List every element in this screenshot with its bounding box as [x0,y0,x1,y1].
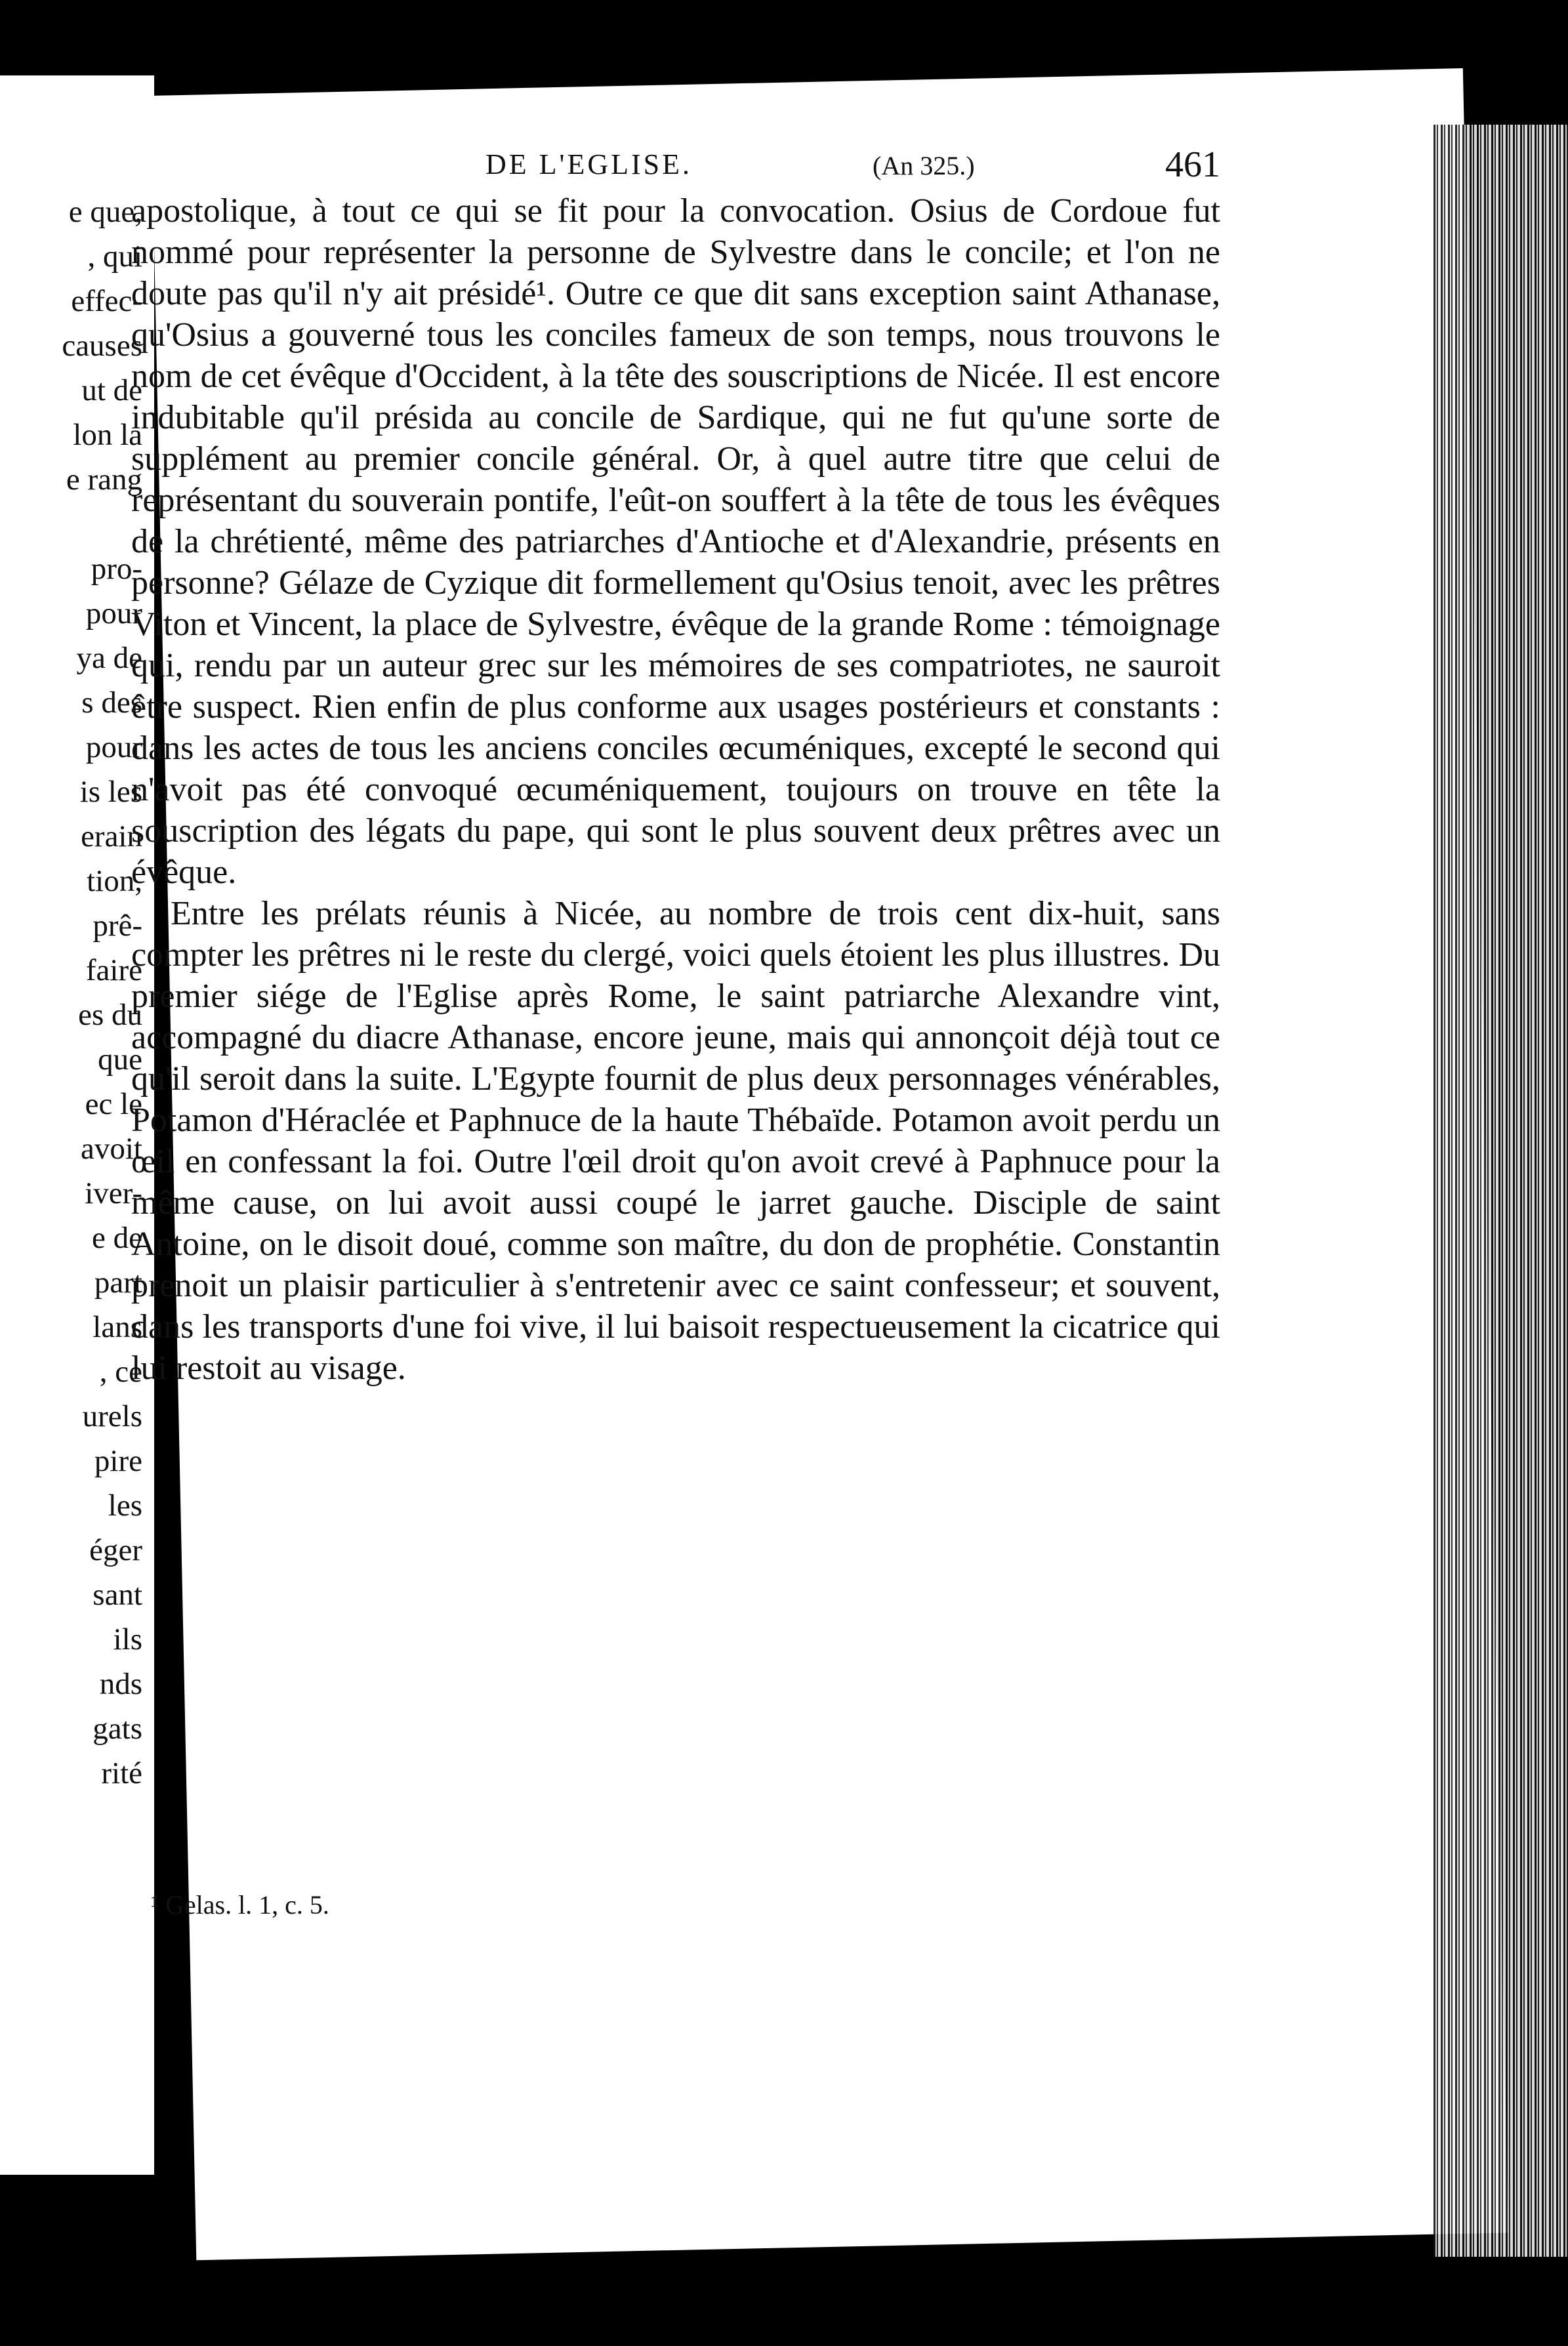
facing-page-line: pro- [91,552,142,586]
page-edge-shading [1434,125,1568,2257]
facing-page-line: lans [93,1310,142,1344]
year-marker: (An 325.) [873,151,975,180]
facing-page-line: les [108,1489,142,1523]
running-title: DE L'EGLISE. [485,148,692,180]
facing-page-line: sant [93,1578,142,1612]
facing-page-line: rité [101,1756,142,1790]
facing-page-line: , qui [87,239,142,274]
facing-page-line: nds [99,1667,142,1701]
facing-page-line: pour [85,596,142,630]
facing-page-line: effec- [71,284,142,318]
facing-page-line: es du [78,998,142,1032]
facing-page-line: erain [81,819,142,854]
footnote: ¹ Gelas. l. 1, c. 5. [151,1890,329,1920]
facing-page-line: ils [113,1622,142,1657]
facing-page-line: e de [92,1221,142,1255]
facing-page-line: ec le [85,1087,142,1121]
facing-page-line: iver- [85,1176,142,1210]
paragraph-1: apostolique, à tout ce qui se fit pour la convocation. Osius de Cordoue fut nommé pour représenter la personne de Sylvestre dans le concile; et l'on ne doute pas qu'il n'y ait présidé¹. Outre ce que dit sans exception saint Athanase, qu'Osius a gouverné tous les conciles fameux de son temps, nous trouvons le nom de cet évêque d'Occident, à la tête des souscriptions de Nicée. Il est encore indubitable qu'il présida au concile de Sardique, qui ne fut qu'une sorte de supplément au premier concile général. Or, à quel autre titre que celui de représentant du souverain pontife, l'eût-on souffert à la tête de tous les évêques de la chrétienté, même des patriarches d'Antioche et d'Alexandrie, présents en personne? Gélaze de Cyzique dit formellement qu'Osius tenoit, avec les prêtres Viton et Vincent, la place de Sylvestre, évêque de la grande Rome : témoignage qui, rendu par un auteur grec sur les mémoires de ses compatriotes, ne sauroit être suspect. Rien enfin de plus conforme aux usages postérieurs et constants : dans les actes de tous les anciens conciles œcuméniques, excepté le second qui n'avoit pas été convoqué œcuméniquement, toujours on trouve en tête la souscription des légats du pape, qui sont le plus souvent deux prêtres avec un évêque. [131,192,1220,891]
facing-page-line: faire [85,953,142,987]
facing-page-line: causes [62,329,142,363]
facing-page-line: ya de [76,641,142,675]
facing-page-line: ut de [81,373,142,407]
facing-page-line: e que, [68,195,142,229]
facing-page-line: urels [82,1399,142,1433]
facing-page-line: e rang [66,463,142,497]
facing-page-line: éger [89,1533,142,1567]
page-number: 461 [1165,144,1220,185]
body-text [131,190,1220,1389]
facing-page-line: prê- [93,909,142,943]
facing-page-line: s des [81,686,142,720]
facing-page-line: pire [94,1444,142,1478]
facing-page-line: is les [79,775,142,809]
facing-page-line: tion, [87,864,142,898]
paragraph-2: Entre les prélats réunis à Nicée, au nombre de trois cent dix-huit, sans compter les prêtres ni le reste du clergé, voici quels étoient les plus illustres. Du premier siége de l'Eglise après Rome, le saint patriarche Alexandre vint, accompagné du diacre Athanase, encore jeune, mais qui annonçoit déjà tout ce qu'il seroit dans la suite. L'Egypte fournit de plus deux personnages vénérables, Potamon d'Héraclée et Paphnuce de la haute Thébaïde. Potamon avoit perdu un œil en confessant la foi. Outre l'œil droit qu'on avoit crevé à Paphnuce pour la même cause, on lui avoit aussi coupé le jarret gauche. Disciple de saint Antoine, on le disoit doué, comme son maître, du don de prophétie. Constantin prenoit un plaisir particulier à s'entretenir avec ce saint confesseur; et souvent, dans les transports d'une foi vive, il lui baisoit respectueusement la cicatrice qui lui restoit au visage. [131,895,1220,1387]
facing-page-line: lon la [73,418,142,452]
facing-page-line: part [94,1266,142,1300]
facing-page-line: , ce [99,1355,142,1389]
facing-page-line: que [98,1042,142,1077]
facing-page-line: pour [85,730,142,764]
facing-page-line: gats [93,1712,142,1746]
facing-page-line: avoit [81,1132,142,1166]
